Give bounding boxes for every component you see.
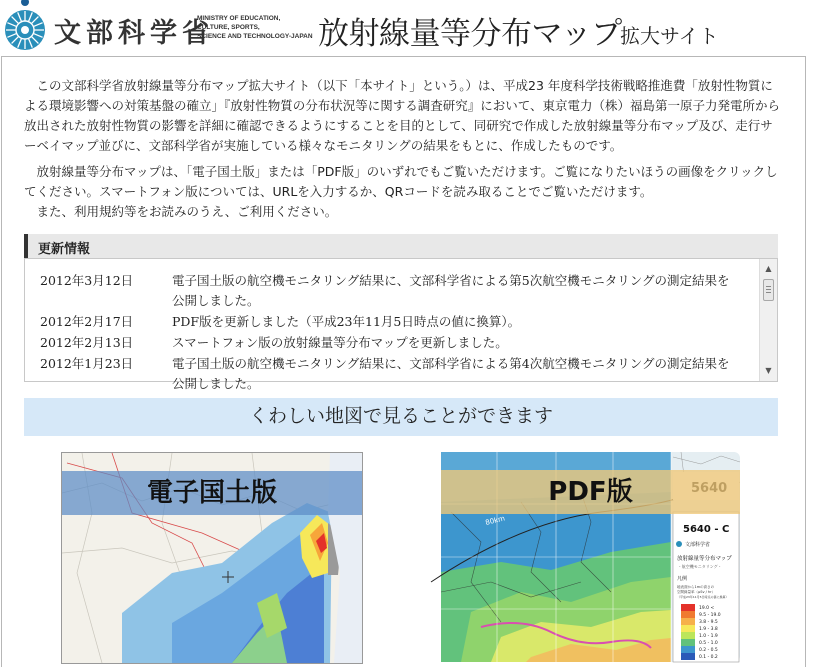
scroll-up-arrow-icon[interactable]: ▲ [765, 264, 772, 273]
ministry-line: CULTURE, SPORTS, [197, 24, 260, 31]
ministry-line: MINISTRY OF EDUCATION, [197, 15, 281, 22]
update-text: 電子国土版の航空機モニタリング結果に、文部科学省による第5次航空機モニタリングの測定結果を公開しました。 [172, 273, 730, 308]
pdf-map-link[interactable] [441, 452, 740, 662]
update-text: PDF版を更新しました（平成23年11月5日時点の値に換算）。 [172, 314, 521, 329]
intro-paragraph: この文部科学省放射線量等分布マップ拡大サイト（以下「本サイト」という。）は、平成23 年度科学技術戦略推進費「放射性物質による環境影響への対策基盤の確立」『放射性物質の分布状況等に関する調査研究』において、東京電力（株）福島第一原子力発電所から放出された放射性物質の影響を詳細に確認できるようにすることを目的として、同研究で作成した放射線量等分布マップ及び、走行サーベイマップ並びに、文部科学省が実施している様々なモニタリングの結果をもとに、作成したものです。 [24, 78, 781, 153]
pdf-legend-range: 9.5 - 19.0 [699, 613, 721, 618]
detailed-map-banner: くわしい地図で見ることができます [24, 398, 778, 436]
updates-scrollbar[interactable] [759, 259, 777, 381]
pdf-legend-swatches [681, 604, 695, 660]
site-title: 放射線量等分布マップ [318, 16, 622, 52]
pdf-legend-range: 19.0 < [699, 606, 715, 611]
update-text: スマートフォン版の放射線量等分布マップを更新しました。 [172, 335, 508, 350]
pdf-legend-range: 0.1 - 0.2 [699, 655, 718, 660]
intro-text [24, 76, 780, 222]
pdf-legend-desc: 地表面から1mの高さの [677, 585, 715, 589]
pdf-ministry-name: 文部科学省 [685, 542, 711, 548]
pdf-legend-desc: （平成23年11月5日時点の値に換算） [677, 595, 729, 599]
pdf-legend-title: 凡例 [677, 576, 688, 582]
update-item [40, 354, 740, 394]
scrollbar-grip [766, 289, 771, 290]
update-item [40, 271, 740, 311]
web-map-link[interactable] [61, 452, 363, 664]
ministry-line: SCIENCE AND TECHNOLOGY-JAPAN [197, 33, 313, 40]
updates-heading [24, 234, 778, 258]
pdf-legend-range: 0.5 - 1.0 [699, 641, 718, 646]
pdf-map-label: PDF版 [548, 477, 633, 507]
ministry-logo-icon[interactable] [3, 0, 47, 52]
intro-paragraph: 放射線量等分布マップは、「電子国土版」または「PDF版」のいずれでもご覧いただけます。ご覧になりたいほうの画像をクリックしてください。スマートフォン版については、URLを入力するか、QRコードを読み取ることでご覧いただけます。 [24, 164, 778, 199]
scrollbar-grip [766, 286, 771, 287]
pdf-distance-label: 80km [484, 514, 506, 527]
site-header [0, 0, 813, 56]
updates-list-box[interactable] [24, 258, 778, 391]
update-date: 2012年3月12日 [40, 273, 134, 288]
web-map-label: 電子国土版 [146, 478, 277, 508]
scrollbar-grip [766, 292, 771, 293]
pdf-sheet-code: 5640 - C [683, 524, 730, 535]
ministry-english-name [197, 14, 327, 41]
update-date: 2012年2月17日 [40, 314, 134, 329]
scrollbar-thumb[interactable] [763, 279, 774, 301]
pdf-legend-desc: 空間線量率（μSv / hr） [677, 590, 716, 594]
pdf-ministry-logo-icon [676, 541, 682, 547]
pdf-map-subtitle: - 航空機モニタリング - [679, 564, 721, 569]
update-date: 2012年2月13日 [40, 335, 134, 350]
update-text: 電子国土版の航空機モニタリング結果に、文部科学省による第4次航空機モニタリングの測定結果を公開しました。 [172, 356, 730, 391]
update-item [40, 333, 740, 353]
intro-paragraph: また、利用規約等をお読みのうえ、ご利用ください。 [36, 204, 338, 219]
update-item [40, 312, 740, 332]
ministry-logo-text[interactable]: 文部科学省 [54, 18, 214, 49]
pdf-legend-range: 3.8 - 9.5 [699, 620, 718, 625]
site-subtitle: 拡大サイト [620, 24, 719, 48]
pdf-legend-range: 1.0 - 1.9 [699, 634, 718, 639]
updates-list [40, 271, 740, 395]
pdf-legend-range: 0.2 - 0.5 [699, 648, 718, 653]
updates-heading-label: 更新情報 [38, 242, 91, 257]
pdf-legend-range: 1.9 - 3.8 [699, 627, 718, 632]
pdf-map-title: 放射線量等分布マップ [677, 556, 732, 562]
scroll-down-arrow-icon[interactable]: ▼ [765, 366, 772, 375]
update-date: 2012年1月23日 [40, 356, 134, 371]
